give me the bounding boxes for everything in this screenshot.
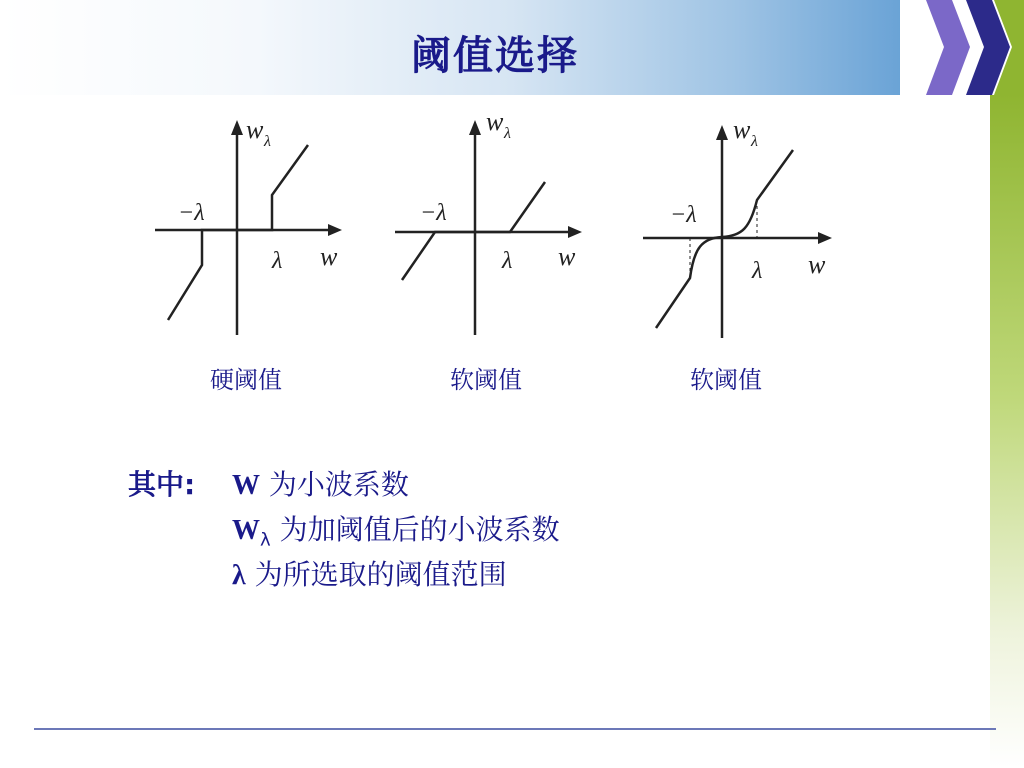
x-label: w bbox=[558, 242, 576, 271]
hard-threshold-graph bbox=[150, 110, 390, 340]
y-axis-arrow-icon bbox=[469, 120, 481, 135]
footer-divider bbox=[34, 728, 996, 730]
legend-text: 为加阈值后的小波系数 bbox=[279, 513, 560, 546]
y-label-sub: λ bbox=[264, 133, 271, 150]
legend-text: 为小波系数 bbox=[268, 468, 409, 501]
y-label: w bbox=[246, 115, 264, 144]
neg-lambda-label: −λ bbox=[420, 200, 447, 226]
right-accent-bar bbox=[990, 95, 1024, 768]
y-axis-arrow-icon bbox=[716, 125, 728, 140]
legend-text: 为所选取的阈值范围 bbox=[254, 558, 507, 591]
x-label: w bbox=[808, 250, 826, 279]
y-label-sub: λ bbox=[751, 133, 758, 150]
x-axis-arrow-icon bbox=[568, 226, 582, 238]
legend-symbol: W bbox=[232, 470, 260, 501]
x-axis-arrow-icon bbox=[818, 232, 832, 244]
smooth-threshold-graph bbox=[638, 110, 878, 340]
legend bbox=[128, 462, 560, 597]
neg-lambda-label: −λ bbox=[670, 202, 697, 228]
legend-row bbox=[128, 507, 560, 552]
lambda-label: λ bbox=[752, 258, 763, 284]
x-label: w bbox=[320, 242, 338, 271]
legend-symbol: λ bbox=[232, 560, 246, 591]
caption-smooth: 软阈值 bbox=[690, 366, 762, 394]
neg-lambda-label: −λ bbox=[178, 200, 205, 226]
caption-hard: 硬阈值 bbox=[210, 366, 282, 394]
y-label: w bbox=[486, 107, 504, 136]
lambda-label: λ bbox=[502, 248, 513, 274]
legend-symbol-sub: λ bbox=[260, 529, 271, 551]
legend-row bbox=[128, 462, 560, 507]
slide-title: 阈值选择 bbox=[411, 33, 579, 79]
legend-symbol: W bbox=[232, 515, 260, 546]
caption-soft: 软阈值 bbox=[450, 366, 522, 394]
legend-row bbox=[128, 552, 560, 597]
legend-label: 其中: bbox=[128, 468, 196, 501]
x-axis-arrow-icon bbox=[328, 224, 342, 236]
y-label-sub: λ bbox=[504, 125, 511, 142]
soft-threshold-graph bbox=[390, 107, 630, 340]
y-label: w bbox=[733, 115, 751, 144]
lambda-label: λ bbox=[272, 248, 283, 274]
y-axis-arrow-icon bbox=[231, 120, 243, 135]
